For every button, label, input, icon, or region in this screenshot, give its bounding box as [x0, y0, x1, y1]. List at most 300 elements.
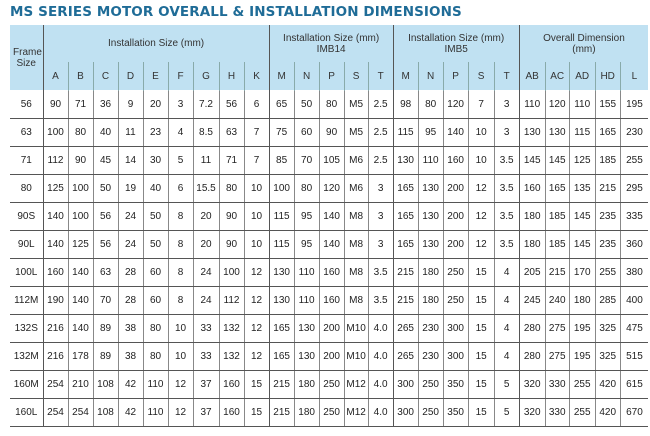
table-cell: 140: [43, 231, 68, 259]
table-cell: 250: [443, 259, 468, 287]
table-cell: 400: [620, 287, 648, 315]
frame-size-cell: 132S: [10, 315, 43, 343]
table-cell: 100: [68, 175, 93, 203]
table-cell: 330: [545, 371, 569, 399]
table-cell: 8: [168, 203, 193, 231]
table-cell: 230: [620, 119, 648, 147]
table-cell: 15: [244, 371, 269, 399]
table-cell: 33: [193, 315, 219, 343]
column-header: S: [468, 62, 494, 91]
table-cell: 250: [418, 399, 443, 427]
table-cell: 60: [294, 119, 319, 147]
column-header: A: [43, 62, 68, 91]
table-cell: 80: [294, 175, 319, 203]
table-cell: 80: [143, 343, 168, 371]
table-cell: 115: [393, 119, 418, 147]
table-cell: 110: [418, 147, 443, 175]
table-cell: M10: [344, 315, 368, 343]
group-header: [269, 25, 393, 62]
table-cell: 80: [418, 91, 443, 119]
table-cell: 3: [494, 119, 519, 147]
table-cell: 320: [519, 371, 545, 399]
table-cell: 7.2: [193, 91, 219, 119]
table-cell: 112: [219, 287, 244, 315]
table-cell: 195: [569, 315, 595, 343]
table-cell: 230: [418, 343, 443, 371]
table-cell: 145: [569, 231, 595, 259]
table-cell: 155: [595, 91, 620, 119]
table-cell: 63: [93, 259, 118, 287]
column-header: N: [294, 62, 319, 91]
table-cell: 12: [244, 315, 269, 343]
table-cell: 11: [118, 119, 143, 147]
table-cell: M6: [344, 175, 368, 203]
column-header: T: [494, 62, 519, 91]
table-cell: 190: [43, 287, 68, 315]
table-cell: 30: [143, 147, 168, 175]
table-cell: 215: [393, 259, 418, 287]
table-cell: 10: [468, 119, 494, 147]
group-header-label: Installation Size (mm): [107, 38, 205, 49]
table-cell: 254: [43, 399, 68, 427]
table-cell: 145: [519, 147, 545, 175]
table-cell: 475: [620, 315, 648, 343]
frame-size-cell: 80: [10, 175, 43, 203]
table-cell: M12: [344, 399, 368, 427]
table-cell: 95: [418, 119, 443, 147]
table-cell: 3: [168, 91, 193, 119]
table-cell: M10: [344, 343, 368, 371]
table-cell: 205: [519, 259, 545, 287]
table-cell: 115: [269, 231, 294, 259]
table-cell: 50: [143, 203, 168, 231]
table-cell: 250: [443, 287, 468, 315]
table-cell: 185: [545, 231, 569, 259]
table-cell: 2.5: [368, 91, 393, 119]
table-cell: 15: [468, 343, 494, 371]
table-cell: 6: [168, 175, 193, 203]
table-cell: 670: [620, 399, 648, 427]
table-cell: 185: [545, 203, 569, 231]
table-cell: 165: [393, 175, 418, 203]
table-cell: 110: [294, 259, 319, 287]
table-cell: 100: [43, 119, 68, 147]
table-cell: 125: [68, 231, 93, 259]
table-cell: 15.5: [193, 175, 219, 203]
table-cell: 250: [319, 371, 344, 399]
table-cell: 60: [143, 287, 168, 315]
table-cell: 210: [68, 371, 93, 399]
table-cell: 235: [595, 203, 620, 231]
table-cell: 12: [468, 203, 494, 231]
table-cell: 7: [468, 91, 494, 119]
table-cell: 24: [193, 259, 219, 287]
table-cell: 89: [93, 315, 118, 343]
table-cell: 105: [319, 147, 344, 175]
table-cell: 3.5: [368, 259, 393, 287]
column-header: P: [443, 62, 468, 91]
table-cell: 2.5: [368, 119, 393, 147]
frame-size-cell: 100L: [10, 259, 43, 287]
table-cell: 130: [294, 343, 319, 371]
table-cell: 180: [294, 399, 319, 427]
group-header-label: Installation Size (mm): [408, 32, 505, 44]
table-cell: 160: [219, 399, 244, 427]
table-cell: 255: [620, 147, 648, 175]
frame-size-cell: 71: [10, 147, 43, 175]
table-cell: 60: [143, 259, 168, 287]
group-header: [393, 25, 519, 62]
table-cell: 250: [319, 399, 344, 427]
table-cell: 130: [418, 231, 443, 259]
table-cell: 300: [443, 315, 468, 343]
table-cell: 110: [143, 399, 168, 427]
table-cell: 8: [168, 287, 193, 315]
table-cell: 120: [545, 91, 569, 119]
table-cell: 108: [93, 399, 118, 427]
table-cell: 420: [595, 399, 620, 427]
column-header: P: [319, 62, 344, 91]
table-cell: 90: [219, 231, 244, 259]
table-cell: 3.5: [494, 147, 519, 175]
group-header-label: Overall Dimension: [543, 32, 625, 44]
table-cell: 110: [143, 371, 168, 399]
table-cell: 125: [569, 147, 595, 175]
table-row: [10, 399, 648, 427]
table-cell: 89: [93, 343, 118, 371]
table-cell: 36: [93, 91, 118, 119]
table-cell: 275: [545, 343, 569, 371]
table-cell: 140: [443, 119, 468, 147]
table-cell: 23: [143, 119, 168, 147]
table-cell: 245: [519, 287, 545, 315]
table-cell: 8: [168, 259, 193, 287]
frame-size-cell: 112M: [10, 287, 43, 315]
table-cell: 130: [519, 119, 545, 147]
table-cell: 200: [319, 343, 344, 371]
column-header: B: [68, 62, 93, 91]
table-cell: 6: [244, 91, 269, 119]
table-cell: 56: [93, 231, 118, 259]
table-cell: 4.0: [368, 315, 393, 343]
table-cell: 180: [418, 259, 443, 287]
table-cell: 100: [269, 175, 294, 203]
table-cell: 24: [193, 287, 219, 315]
table-cell: 3: [368, 231, 393, 259]
table-cell: 112: [43, 147, 68, 175]
table-cell: 24: [118, 203, 143, 231]
table-cell: 3.5: [494, 203, 519, 231]
table-cell: 185: [595, 147, 620, 175]
table-cell: 180: [519, 231, 545, 259]
table-row: [10, 231, 648, 259]
column-header: K: [244, 62, 269, 91]
table-cell: 160: [519, 175, 545, 203]
table-cell: 98: [393, 91, 418, 119]
column-header: D: [118, 62, 143, 91]
frame-size-header: Frame Size: [10, 25, 43, 91]
table-cell: 200: [443, 175, 468, 203]
table-cell: 80: [319, 91, 344, 119]
table-cell: 19: [118, 175, 143, 203]
table-cell: 515: [620, 343, 648, 371]
table-row: [10, 343, 648, 371]
table-cell: 130: [545, 119, 569, 147]
table-cell: 28: [118, 259, 143, 287]
table-cell: 40: [93, 119, 118, 147]
table-cell: 90: [319, 119, 344, 147]
table-cell: 20: [143, 91, 168, 119]
table-cell: 90: [43, 91, 68, 119]
table-cell: 10: [168, 315, 193, 343]
column-header: C: [93, 62, 118, 91]
table-cell: 37: [193, 371, 219, 399]
table-cell: 40: [143, 175, 168, 203]
table-cell: 11: [193, 147, 219, 175]
table-cell: 8.5: [193, 119, 219, 147]
table-cell: 100: [68, 203, 93, 231]
table-cell: 160: [319, 287, 344, 315]
table-cell: 5: [494, 399, 519, 427]
group-header-sub: IMB14: [316, 43, 346, 55]
table-cell: 90: [219, 203, 244, 231]
table-row: [10, 259, 648, 287]
table-cell: 200: [319, 315, 344, 343]
table-cell: 110: [294, 287, 319, 315]
table-cell: 254: [43, 371, 68, 399]
table-cell: 180: [418, 287, 443, 315]
table-row: [10, 147, 648, 175]
table-cell: 9: [118, 91, 143, 119]
table-cell: 216: [43, 343, 68, 371]
table-cell: 130: [269, 287, 294, 315]
column-header: AC: [545, 62, 569, 91]
table-cell: 80: [219, 175, 244, 203]
table-cell: 300: [393, 399, 418, 427]
table-cell: 7: [244, 119, 269, 147]
table-cell: 255: [569, 399, 595, 427]
table-cell: 8: [168, 231, 193, 259]
group-header-sub: IMB5: [444, 43, 468, 55]
table-cell: 165: [545, 175, 569, 203]
table-cell: 165: [269, 343, 294, 371]
table-cell: M6: [344, 147, 368, 175]
table-cell: 215: [393, 287, 418, 315]
table-cell: 178: [68, 343, 93, 371]
table-row: [10, 91, 648, 119]
column-header: F: [168, 62, 193, 91]
table-cell: 20: [193, 203, 219, 231]
table-cell: 100: [219, 259, 244, 287]
table-cell: 10: [168, 343, 193, 371]
table-cell: 14: [118, 147, 143, 175]
table-cell: 320: [519, 399, 545, 427]
table-cell: 71: [68, 91, 93, 119]
column-header: G: [193, 62, 219, 91]
table-cell: 140: [43, 203, 68, 231]
column-header: AB: [519, 62, 545, 91]
table-cell: 42: [118, 371, 143, 399]
table-cell: 15: [468, 259, 494, 287]
table-cell: 90: [68, 147, 93, 175]
table-cell: 160: [219, 371, 244, 399]
table-cell: 130: [269, 259, 294, 287]
table-cell: 180: [519, 203, 545, 231]
table-cell: 95: [294, 231, 319, 259]
table-cell: 3.5: [494, 175, 519, 203]
table-cell: 15: [468, 315, 494, 343]
table-cell: 335: [620, 203, 648, 231]
group-header-sub: (mm): [572, 43, 596, 55]
table-row: [10, 287, 648, 315]
table-cell: 10: [244, 203, 269, 231]
table-cell: 275: [545, 315, 569, 343]
table-cell: 360: [620, 231, 648, 259]
table-cell: 195: [569, 343, 595, 371]
dimensions-table: [10, 25, 648, 427]
column-header: S: [344, 62, 368, 91]
table-cell: 165: [393, 231, 418, 259]
table-cell: 180: [294, 371, 319, 399]
table-cell: 235: [595, 231, 620, 259]
table-cell: 140: [319, 231, 344, 259]
table-cell: 140: [68, 259, 93, 287]
table-cell: 12: [468, 231, 494, 259]
table-cell: 3: [368, 175, 393, 203]
group-header: [519, 25, 648, 62]
table-cell: 3.5: [494, 231, 519, 259]
table-cell: 12: [244, 343, 269, 371]
table-cell: 50: [294, 91, 319, 119]
table-cell: 70: [294, 147, 319, 175]
table-cell: 12: [168, 371, 193, 399]
table-cell: 130: [393, 147, 418, 175]
table-cell: M8: [344, 259, 368, 287]
table-cell: 4: [494, 259, 519, 287]
table-cell: M12: [344, 371, 368, 399]
table-cell: 330: [545, 399, 569, 427]
table-row: [10, 315, 648, 343]
table-cell: 28: [118, 287, 143, 315]
table-cell: 10: [468, 147, 494, 175]
frame-size-cell: 56: [10, 91, 43, 119]
table-cell: 20: [193, 231, 219, 259]
column-header: L: [620, 62, 648, 91]
table-cell: 50: [143, 231, 168, 259]
table-cell: 110: [519, 91, 545, 119]
table-cell: 130: [294, 315, 319, 343]
table-cell: 63: [219, 119, 244, 147]
table-cell: 135: [569, 175, 595, 203]
table-cell: 165: [393, 203, 418, 231]
table-cell: 170: [569, 259, 595, 287]
table-cell: 4: [494, 287, 519, 315]
column-header: H: [219, 62, 244, 91]
table-cell: 3: [494, 91, 519, 119]
table-cell: 285: [595, 287, 620, 315]
table-cell: 195: [620, 91, 648, 119]
table-cell: 240: [545, 287, 569, 315]
table-cell: 4.0: [368, 399, 393, 427]
table-cell: 15: [468, 287, 494, 315]
table-cell: M8: [344, 231, 368, 259]
table-cell: 80: [68, 119, 93, 147]
table-cell: 5: [168, 147, 193, 175]
column-header: E: [143, 62, 168, 91]
frame-size-cell: 160L: [10, 399, 43, 427]
table-cell: 70: [93, 287, 118, 315]
table-cell: 200: [443, 231, 468, 259]
table-cell: 33: [193, 343, 219, 371]
table-cell: 15: [244, 399, 269, 427]
table-cell: M5: [344, 91, 368, 119]
table-cell: 145: [545, 147, 569, 175]
table-cell: 125: [43, 175, 68, 203]
table-cell: 10: [244, 175, 269, 203]
table-row: [10, 175, 648, 203]
table-cell: 145: [569, 203, 595, 231]
table-cell: 45: [93, 147, 118, 175]
table-cell: 3.5: [368, 287, 393, 315]
table-cell: 180: [569, 287, 595, 315]
table-cell: 325: [595, 315, 620, 343]
table-cell: 42: [118, 399, 143, 427]
table-cell: 7: [244, 147, 269, 175]
table-cell: 255: [569, 371, 595, 399]
frame-size-cell: 160M: [10, 371, 43, 399]
table-cell: 65: [269, 91, 294, 119]
table-cell: 215: [269, 399, 294, 427]
table-cell: 12: [244, 287, 269, 315]
table-cell: 160: [443, 147, 468, 175]
table-cell: 56: [219, 91, 244, 119]
table-cell: 280: [519, 315, 545, 343]
column-header: AD: [569, 62, 595, 91]
table-cell: M5: [344, 119, 368, 147]
table-cell: 215: [595, 175, 620, 203]
table-cell: 254: [68, 399, 93, 427]
frame-size-cell: 90S: [10, 203, 43, 231]
table-cell: 4: [168, 119, 193, 147]
table-cell: 37: [193, 399, 219, 427]
table-cell: 265: [393, 343, 418, 371]
column-header: T: [368, 62, 393, 91]
table-cell: 350: [443, 371, 468, 399]
table-cell: 160: [319, 259, 344, 287]
table-cell: 4.0: [368, 371, 393, 399]
column-header: M: [393, 62, 418, 91]
frame-size-cell: 63: [10, 119, 43, 147]
table-cell: 15: [468, 399, 494, 427]
table-cell: 215: [269, 371, 294, 399]
page-title: MS SERIES MOTOR OVERALL & INSTALLATION DIMENSIONS: [10, 4, 462, 20]
table-cell: 15: [468, 371, 494, 399]
table-cell: 300: [393, 371, 418, 399]
table-cell: 95: [294, 203, 319, 231]
table-cell: 140: [319, 203, 344, 231]
table-cell: 130: [418, 203, 443, 231]
table-row: [10, 203, 648, 231]
table-cell: 115: [569, 119, 595, 147]
table-cell: 420: [595, 371, 620, 399]
frame-size-cell: 132M: [10, 343, 43, 371]
table-cell: 2.5: [368, 147, 393, 175]
table-cell: 4: [494, 343, 519, 371]
table-cell: 615: [620, 371, 648, 399]
table-cell: 380: [620, 259, 648, 287]
table-cell: 38: [118, 343, 143, 371]
column-header: HD: [595, 62, 620, 91]
